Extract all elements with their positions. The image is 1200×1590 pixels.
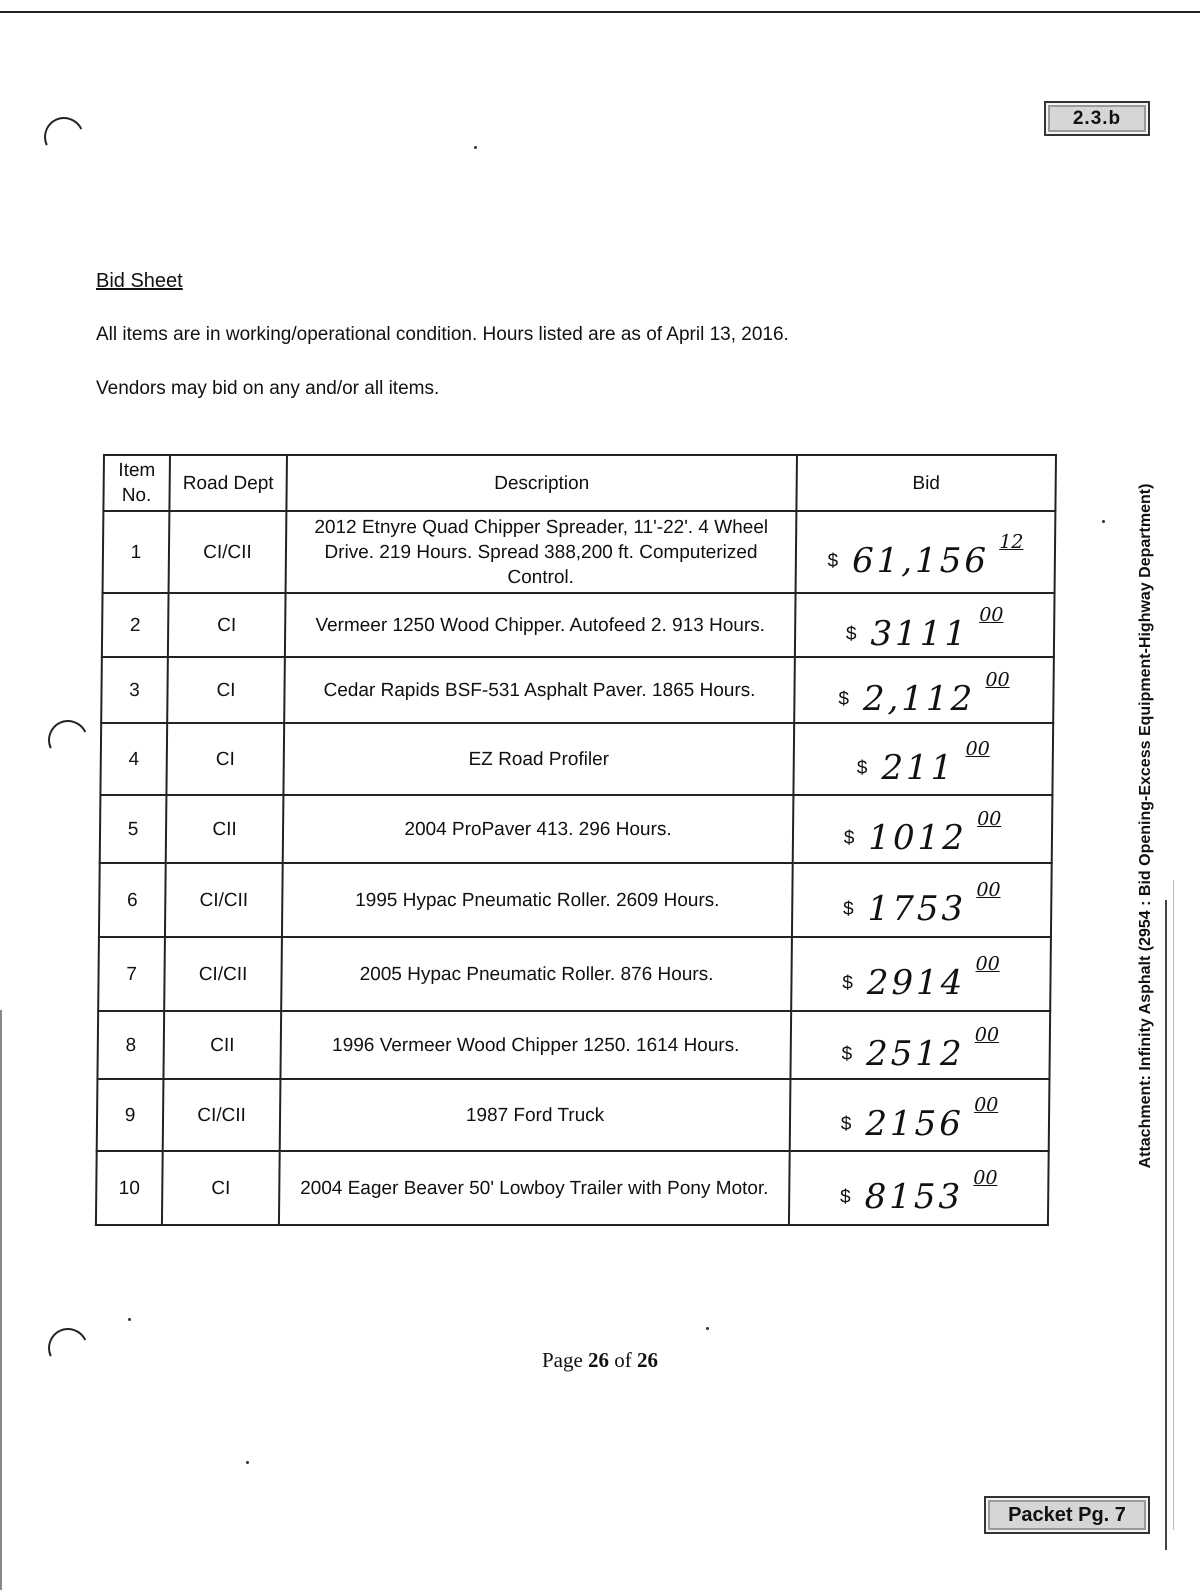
table-row <box>102 593 1055 657</box>
item-description: 1987 Ford Truck <box>280 1079 791 1151</box>
intro-condition-text: All items are in working/operational condition. Hours listed are as of April 13, 2016. <box>96 324 789 345</box>
road-dept: CI/CII <box>163 1079 281 1151</box>
dollar-sign: $ <box>827 550 839 572</box>
table-row <box>98 937 1051 1011</box>
handwritten-amount: 2,112 <box>862 678 976 719</box>
scan-speck <box>706 1327 709 1330</box>
item-description: 2005 Hypac Pneumatic Roller. 876 Hours. <box>281 937 792 1011</box>
handwritten-amount: 61,156 <box>851 540 990 581</box>
item-description: EZ Road Profiler <box>283 723 794 795</box>
item-number: 4 <box>100 723 167 795</box>
bid-amount <box>793 723 1053 795</box>
dollar-sign: $ <box>838 688 850 710</box>
handwritten-cents: 00 <box>976 879 1001 902</box>
scan-speck <box>246 1461 249 1464</box>
bid-amount <box>790 1011 1050 1079</box>
bid-amount <box>789 1151 1049 1225</box>
scan-speck <box>474 146 477 149</box>
dollar-sign: $ <box>842 972 853 994</box>
road-dept: CI <box>167 657 285 723</box>
item-number: 7 <box>98 937 165 1011</box>
top-border-line <box>0 11 1200 13</box>
table-row <box>100 795 1053 863</box>
bid-amount <box>791 937 1051 1011</box>
table-row <box>99 863 1052 937</box>
table-row <box>100 723 1053 795</box>
section-badge: 2.3.b <box>1044 101 1150 136</box>
handwritten-amount: 1753 <box>867 888 967 929</box>
left-edge-line <box>0 1010 2 1590</box>
bid-amount <box>793 795 1053 863</box>
page-number: 26 <box>588 1348 610 1372</box>
road-dept: CI <box>166 723 284 795</box>
item-description: Vermeer 1250 Wood Chipper. Autofeed 2. 913 Hours. <box>285 593 796 657</box>
item-number: 1 <box>103 511 170 593</box>
road-dept: CII <box>163 1011 281 1079</box>
table-row <box>97 1011 1050 1079</box>
header-bid: Bid <box>796 455 1056 511</box>
handwritten-amount: 2512 <box>865 1033 965 1074</box>
punch-hole-icon <box>42 714 93 765</box>
dollar-sign: $ <box>856 757 868 779</box>
item-number: 6 <box>99 863 166 937</box>
handwritten-amount: 211 <box>881 747 956 788</box>
dollar-sign: $ <box>842 898 854 920</box>
bid-amount <box>790 1079 1050 1151</box>
road-dept: CI <box>162 1151 280 1225</box>
bid-amount <box>795 593 1055 657</box>
road-dept: CI/CII <box>169 511 287 593</box>
bid-table <box>95 454 1057 1226</box>
handwritten-cents: 00 <box>985 669 1010 692</box>
header-road-dept: Road Dept <box>169 455 287 511</box>
bid-amount <box>796 511 1056 593</box>
bid-amount <box>792 863 1052 937</box>
table-row <box>101 657 1054 723</box>
item-description: 1996 Vermeer Wood Chipper 1250. 1614 Hours. <box>280 1011 791 1079</box>
dollar-sign: $ <box>840 1113 852 1135</box>
page-total: 26 <box>637 1348 659 1372</box>
handwritten-cents: 00 <box>977 808 1002 831</box>
dollar-sign: $ <box>839 1186 851 1208</box>
attachment-side-label: Attachment: Infinity Asphalt (2954 : Bid Opening-Excess Equipment-Highway Department) <box>1137 483 1154 1169</box>
table-row <box>97 1079 1050 1151</box>
road-dept: CI/CII <box>165 863 283 937</box>
item-description: Cedar Rapids BSF-531 Asphalt Paver. 1865 Hours. <box>284 657 795 723</box>
of-word: of <box>614 1348 632 1372</box>
dollar-sign: $ <box>843 827 855 849</box>
dollar-sign: $ <box>845 623 857 645</box>
handwritten-cents: 00 <box>979 604 1004 627</box>
bid-amount <box>794 657 1054 723</box>
right-edge-line-faint <box>1173 880 1174 1530</box>
item-description: 1995 Hypac Pneumatic Roller. 2609 Hours. <box>282 863 793 937</box>
item-description: 2004 Eager Beaver 50' Lowboy Trailer with Pony Motor. <box>279 1151 790 1225</box>
punch-hole-icon <box>38 111 89 162</box>
road-dept: CI/CII <box>164 937 282 1011</box>
header-description: Description <box>286 455 797 511</box>
item-number: 5 <box>100 795 167 863</box>
item-number: 2 <box>102 593 169 657</box>
handwritten-amount: 1012 <box>868 817 968 858</box>
section-title: Bid Sheet <box>96 270 183 292</box>
intro-vendor-text: Vendors may bid on any and/or all items. <box>96 378 440 399</box>
table-row <box>103 511 1056 593</box>
handwritten-amount: 2914 <box>866 962 966 1003</box>
handwritten-cents: 00 <box>974 1094 999 1117</box>
item-number: 8 <box>97 1011 164 1079</box>
packet-page-badge: Packet Pg. 7 <box>984 1496 1150 1534</box>
page-word: Page <box>541 1348 583 1372</box>
handwritten-cents: 00 <box>974 1024 1000 1047</box>
header-item-no: Item No. <box>103 455 170 511</box>
scan-speck <box>1102 520 1105 523</box>
dollar-sign: $ <box>841 1043 853 1065</box>
handwritten-cents: 12 <box>999 531 1024 554</box>
table-header-row <box>103 455 1056 511</box>
item-description: 2004 ProPaver 413. 296 Hours. <box>283 795 794 863</box>
item-number: 3 <box>101 657 168 723</box>
road-dept: CI <box>168 593 286 657</box>
right-edge-line <box>1165 900 1167 1550</box>
table-row <box>96 1151 1049 1225</box>
handwritten-amount: 8153 <box>864 1176 964 1217</box>
scan-speck <box>128 1318 131 1321</box>
page-footer <box>0 1348 1200 1373</box>
item-description: 2012 Etnyre Quad Chipper Spreader, 11'-22'. 4 Wheel Drive. 219 Hours. Spread 388,200 ft. Computerized Control. <box>286 511 797 593</box>
handwritten-cents: 00 <box>973 1167 998 1190</box>
road-dept: CII <box>166 795 284 863</box>
item-number: 10 <box>96 1151 163 1225</box>
handwritten-cents: 00 <box>965 738 990 761</box>
handwritten-amount: 3111 <box>870 613 970 654</box>
handwritten-amount: 2156 <box>865 1103 965 1144</box>
item-number: 9 <box>97 1079 164 1151</box>
handwritten-cents: 00 <box>975 953 1000 976</box>
